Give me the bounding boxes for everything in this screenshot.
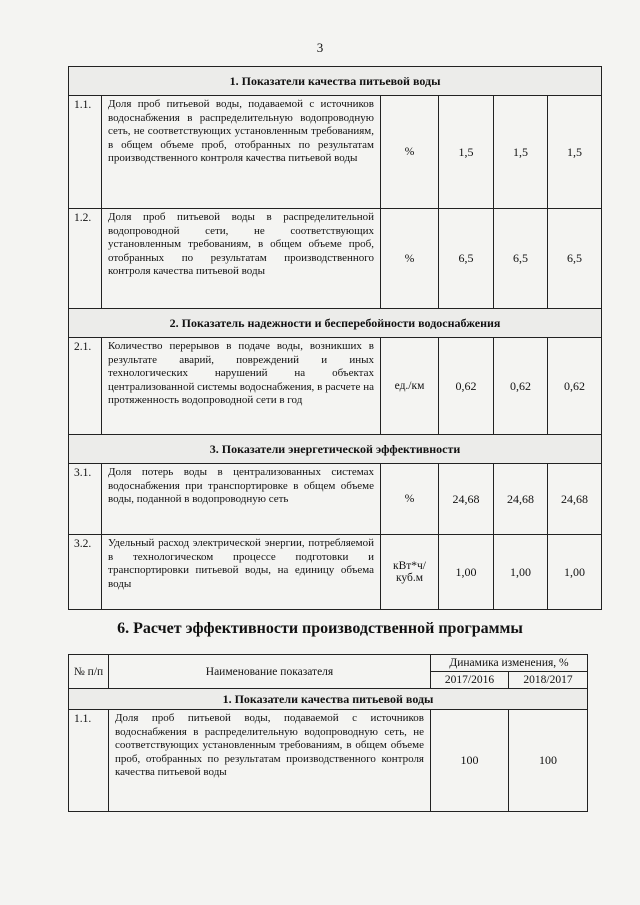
indicator-name: Количество перерывов в подаче воды, возникших в результате аварий, повреждений и иных технологических нарушений на объектах централизованной системы водоснабжения, в расчете на протяженность водопроводной сети в год [102, 338, 381, 435]
table-row [69, 464, 602, 535]
section-title: 1. Показатели качества питьевой воды [69, 67, 602, 96]
table-row [69, 338, 602, 435]
value-cell: 1,5 [548, 96, 602, 209]
section-title: 3. Показатели энергетической эффективности [69, 435, 602, 464]
value-cell: 6,5 [494, 209, 548, 309]
year-header: 2017/2016 [431, 672, 509, 689]
value-cell: 1,5 [494, 96, 548, 209]
table-row [69, 710, 588, 812]
year-header: 2018/2017 [509, 672, 588, 689]
section-row [69, 309, 602, 338]
indicator-name: Доля потерь воды в централизованных системах водоснабжения при транспортировке в общем объеме воды, поданной в водопроводную сеть [102, 464, 381, 535]
row-number: 1.2. [69, 209, 102, 309]
section-row [69, 689, 588, 710]
indicator-name: Доля проб питьевой воды, подаваемой с источников водоснабжения в распределительную водопроводную сеть, не соответствующих установленным требованиям, в общем объеме проб, отобранных по результатам производственного контроля качества питьевой воды [109, 710, 431, 812]
indicators-table [68, 66, 602, 610]
row-number: 3.2. [69, 535, 102, 610]
value-cell: 1,5 [439, 96, 494, 209]
value-cell: 100 [431, 710, 509, 812]
section-heading: 6. Расчет эффективности производственной программы [117, 620, 523, 637]
value-cell: 1,00 [439, 535, 494, 610]
row-number: 1.1. [69, 710, 109, 812]
indicator-name: Удельный расход электрической энергии, потребляемой в технологическом процессе подготовки и транспортировки питьевой воды, на единицу объема воды [102, 535, 381, 610]
row-number: 3.1. [69, 464, 102, 535]
unit-cell: ед./км [381, 338, 439, 435]
value-cell: 100 [509, 710, 588, 812]
value-cell: 0,62 [494, 338, 548, 435]
row-number: 2.1. [69, 338, 102, 435]
value-cell: 1,00 [494, 535, 548, 610]
value-cell: 24,68 [548, 464, 602, 535]
value-cell: 6,5 [548, 209, 602, 309]
table-row [69, 209, 602, 309]
unit-cell: % [381, 464, 439, 535]
value-cell: 24,68 [494, 464, 548, 535]
dynamics-header: Динамика изменения, % [431, 655, 588, 672]
value-cell: 24,68 [439, 464, 494, 535]
value-cell: 0,62 [439, 338, 494, 435]
indicator-name: Доля проб питьевой воды, подаваемой с источников водоснабжения в распределительную водопроводную сеть, не соответствующих установленным требованиям, в общем объеме проб, отобранных по результатам производственного контроля качества питьевой воды [102, 96, 381, 209]
unit-cell: % [381, 96, 439, 209]
page-number: 3 [316, 40, 324, 55]
value-cell: 6,5 [439, 209, 494, 309]
section-title: 1. Показатели качества питьевой воды [69, 689, 588, 710]
unit-cell: % [381, 209, 439, 309]
efficiency-table [68, 654, 588, 812]
table-row [69, 96, 602, 209]
section-row [69, 67, 602, 96]
unit-cell: кВт*ч/ куб.м [381, 535, 439, 610]
header-row [69, 655, 588, 672]
name-header: Наименование показателя [109, 655, 431, 689]
row-number: 1.1. [69, 96, 102, 209]
section-title: 2. Показатель надежности и бесперебойности водоснабжения [69, 309, 602, 338]
indicator-name: Доля проб питьевой воды в распределительной водопроводной сети, не соответствующих установленным требованиям, в общем объеме проб, отобранных по результатам производственного контроля качества питьевой воды [102, 209, 381, 309]
value-cell: 0,62 [548, 338, 602, 435]
value-cell: 1,00 [548, 535, 602, 610]
number-header: № п/п [69, 655, 109, 689]
section-row [69, 435, 602, 464]
table-row [69, 535, 602, 610]
